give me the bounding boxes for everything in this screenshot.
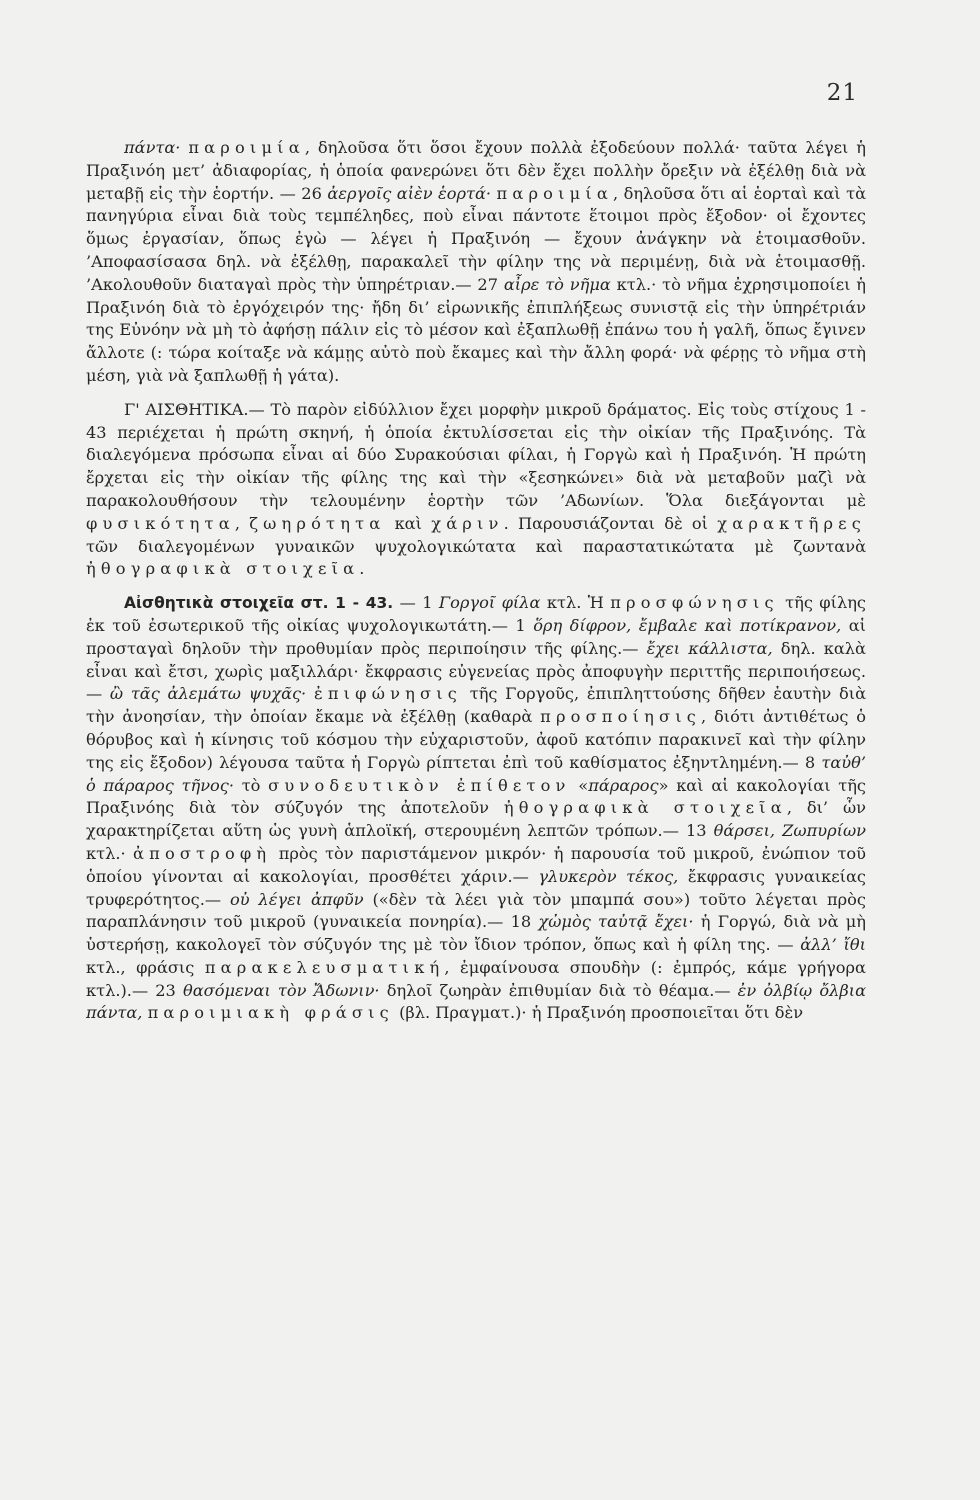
spaced-term: ἀποστροφὴ	[133, 843, 272, 863]
spaced-term: ἠθογραφικὰ στοιχεῖα	[503, 798, 787, 818]
text-segment: τῶν διαλεγομένων γυναικῶν ψυχολογικώτατα καὶ παραστατικώτατα μὲ ζωντανὰ	[86, 536, 866, 556]
page-number: 21	[826, 80, 858, 106]
spaced-term: παροιμία	[496, 183, 613, 203]
spaced-term: χάριν	[431, 513, 504, 533]
aesthetic-elements-paragraph	[86, 592, 866, 1025]
text-segment: ,	[234, 513, 250, 533]
text-segment: τῆς φίλης ἐκ τοῦ ἐσωτερικοῦ τῆς οἰκίας ψυχολογικωτάτη.— 1	[86, 593, 866, 635]
lemma: ὅρη δίφρον, ἔμβαλε καὶ ποτίκρανον,	[533, 615, 842, 635]
lemma: οὐ λέγει ἀπφῦν	[229, 889, 364, 909]
lemma: γλυκερὸν τέκος,	[538, 866, 679, 886]
spaced-term: ἠθογραφικὰ στοιχεῖα	[86, 559, 360, 579]
text-segment: (βλ. Πραγματ.)· ἡ Πραξινόη προσποιεῖται ὅτι δὲν	[393, 1003, 804, 1023]
text-segment: . Παρουσιάζονται δὲ οἱ	[503, 513, 718, 533]
text-segment: , δηλοῦσα ὅτι ὅσοι ἔχουν πολλὰ ἐξοδεύουν πολλά· ταῦτα λέγει ἡ Πραξινόη μετ’ ἀδιαφορίας, ἡ ὁποία φανερώνει ὅτι δὲν ἔχει πολλὴν ὄρεξιν νὰ ἐξέλθῃ διὰ νὰ μεταβῇ εἰς τὴν ἑορτήν. — 26	[86, 138, 866, 203]
lemma: ἔχει κάλλιστα,	[646, 638, 773, 658]
lemma: θασόμεναι τὸν Ἄδωνιν·	[182, 980, 380, 1000]
text-segment: , διότι ἀντιθέτως ὁ θόρυβος καὶ ἡ κίνησις τοῦ κόσμου τὴν εὐχαριστοῦν, ἀφοῦ κατόπιν παρακινεῖ καὶ τὴν φίλην της εἰς ἔξοδον) λέγουσα ταῦτα ἡ Γοργὼ ρίπτεται ἐπὶ τοῦ καθίσματος ἐξηντλημένη.— 8	[86, 707, 866, 772]
text-segment: .	[359, 559, 365, 579]
text-segment: ἔκφρασις γυναικείας τρυφερότητος.—	[86, 866, 866, 909]
spaced-term: παροιμιακὴ φράσις	[147, 1003, 394, 1023]
spaced-term: συνοδευτικὸν ἐπίθετον	[268, 775, 571, 795]
spaced-term: προσποίησις	[540, 707, 701, 727]
spaced-term: ζωηρότητα	[249, 513, 386, 533]
text-segment: δηλοῖ ζωηρὰν ἐπιθυμίαν διὰ τὸ θέαμα.—	[379, 980, 738, 1000]
body-text	[86, 137, 866, 1025]
text-segment: » καὶ αἱ κακολογίαι τῆς Πραξινόης διὰ τὸν σύζυγόν της ἀποτελοῦν	[86, 775, 866, 818]
lemma: θάρσει, Ζωπυρίων	[713, 821, 866, 841]
lemma: πάραρος	[588, 775, 659, 795]
spaced-term: προσφώνησις	[610, 593, 779, 613]
text-segment: ἡ Γοργώ, διὰ νὰ μὴ ὑστερήσῃ, κακολογεῖ τὸν σύζυγόν της μὲ τὸν ἴδιον τρόπον, ὅπως καὶ ἡ φίλη της. —	[86, 912, 866, 955]
aesthetics-paragraph	[86, 399, 866, 581]
section-heading: Αἰσθητικὰ στοιχεῖα στ. 1 - 43.	[124, 594, 394, 613]
lemma: ἀλλ’ ἴθι	[800, 935, 866, 955]
text-segment: , ἐμφαίνουσα σπουδὴν (: ἐμπρός, κάμε γρήγορα κτλ.).— 23	[86, 957, 866, 1000]
spaced-term: παροιμία	[188, 138, 305, 157]
text-segment: αἱ προσταγαὶ δηλοῦν τὴν προθυμίαν πρὸς περιποίησιν τῆς φίλης.—	[86, 615, 866, 658]
text-segment: κτλ. Ἡ	[540, 593, 611, 613]
text-segment: πρὸς τὸν παριστάμενον μικρόν· ἡ παρουσία τοῦ μικροῦ, ἐνώπιον τοῦ ὁποίου γίνονται αἱ κακολογίαι, προσθέτει χάριν.—	[86, 843, 866, 886]
text-segment: τὸ	[234, 775, 269, 795]
text-segment: — 1	[393, 593, 439, 613]
text-segment: κτλ., φράσις	[86, 957, 205, 977]
text-segment: κτλ.· τὸ νῆμα ἐχρησιμοποίει ἡ Πραξινόη διὰ τὸ ἐργόχειρόν της· ἤδη δι’ εἰρωνικῆς ἐπιπλήξεως συνιστᾷ εἰς τὴν ὑπηρέτριάν της Εὐνόην νὰ μὴ τὸ ἀφήσῃ πάλιν εἰς τὸ μέσον καὶ ἐξαπλωθῇ ἐπάνω του ἡ γαλῆ, ὅπως ἔγινεν ἄλλοτε (: τώρα κοίταξε νὰ κάμῃς αὐτὸ ποὺ ἔκαμες καὶ τὴν ἄλλη φορά· νὰ φέρῃς τὸ νῆμα στὴ μέση, γιὰ νὰ ξαπλωθῇ ἡ γάτα).	[86, 274, 866, 385]
lemma: ὢ τᾶς ἀλεμάτω ψυχᾶς·	[109, 684, 307, 704]
text-segment: Γ' ΑΙΣΘΗΤΙΚΑ.— Τὸ παρὸν εἰδύλλιον ἔχει μορφὴν μικροῦ δράματος. Εἰς τοὺς στίχους 1 - 43 περιέχεται ἡ πρώτη σκηνή, ἡ ὁποία ἐκτυλίσσεται εἰς τὴν οἰκίαν τῆς Πραξινόης. Τὰ διαλεγόμενα πρόσωπα εἶναι αἱ δύο Συρακούσιαι φίλαι, ἡ Γοργὼ καὶ ἡ Πραξινόη. Ἡ πρώτη ἔρχεται εἰς τὴν οἰκίαν τῆς φίλης της καὶ τὴν «ξεσηκώνει» διὰ νὰ μεταβοῦν μαζὶ νὰ παρακολουθήσουν τὴν τελουμένην ἑορτὴν τῶν ’Αδωνίων. Ὅλα διεξάγονται μὲ	[86, 399, 866, 510]
lemma: πάντα·	[124, 138, 181, 157]
text-segment: («δὲν τὰ λέει γιὰ τὸν μπαμπά σου») τοῦτο λέγεται πρὸς παραπλάνησιν τοῦ μικροῦ (γυναικεία πονηρία).— 18	[86, 889, 866, 932]
lemma: ἐν ὀλβίῳ ὄλβια πάντα,	[86, 980, 866, 1023]
lemma: ταὐθ’ ὁ πάραρος τῆνος·	[86, 752, 866, 795]
text-segment: δηλ. καλὰ εἶναι καὶ ἔτσι, χωρὶς μαξιλλάρι· ἔκφρασις εὐγενείας πρὸς ἀποφυγὴν περιττῆς περιποιήσεως.—	[86, 638, 866, 704]
text-segment: , δι’ ὧν χαρακτηρίζεται αὕτη ὡς γυνὴ ἁπλοϊκή, στερουμένη λεπτῶν τρόπων.— 13	[86, 798, 866, 841]
lemma: ἀεργοῖς αἰὲν ἑορτά·	[327, 183, 492, 203]
text-segment: , δηλοῦσα ὅτι αἱ ἑορταὶ καὶ τὰ πανηγύρια εἶναι διὰ τοὺς τεμπέληδες, ποὺ εἶναι πάντοτε ἕτοιμοι πρὸς ἔξοδον· οἱ ἔχοντες ὅμως ἐργασίαν, ὅπως ἐγὼ — λέγει ἡ Πραξινόη — ἔχουν ἀνάγκην νὰ ἑτοιμασθοῦν. ’Αποφασίσασα δηλ. νὰ ἐξέλθῃ, παρακαλεῖ τὴν φίλην της νὰ περιμένῃ, διὰ νὰ ἑτοιμασθῇ. ’Ακολουθοῦν διαταγαὶ πρὸς τὴν ὑπηρέτριαν.— 27	[86, 183, 867, 294]
lemma: αἶρε τὸ νῆμα	[503, 274, 611, 294]
lemma: χὠμὸς ταὐτᾷ ἔχει·	[538, 912, 694, 932]
text-segment: «	[570, 775, 589, 795]
text-segment: τῆς Γοργοῦς, ἐπιπληττούσης δῆθεν ἑαυτὴν διὰ τὴν ἀνοησίαν, τὴν ὁποίαν ἔκαμε νὰ ἐξέλθῃ (καθαρὰ	[86, 684, 866, 727]
text-segment	[306, 684, 314, 703]
spaced-term: χαρακτῆρες	[717, 513, 867, 533]
spaced-term: φυσικότητα	[86, 513, 235, 533]
commentary-paragraph	[86, 137, 866, 388]
spaced-term: ἐπιφώνησις	[313, 684, 463, 704]
text-segment: καὶ	[385, 513, 432, 533]
text-segment: κτλ.·	[86, 843, 134, 863]
lemma: Γοργοῖ φίλα	[438, 593, 541, 613]
spaced-term: παρακελευσματική	[204, 957, 445, 977]
